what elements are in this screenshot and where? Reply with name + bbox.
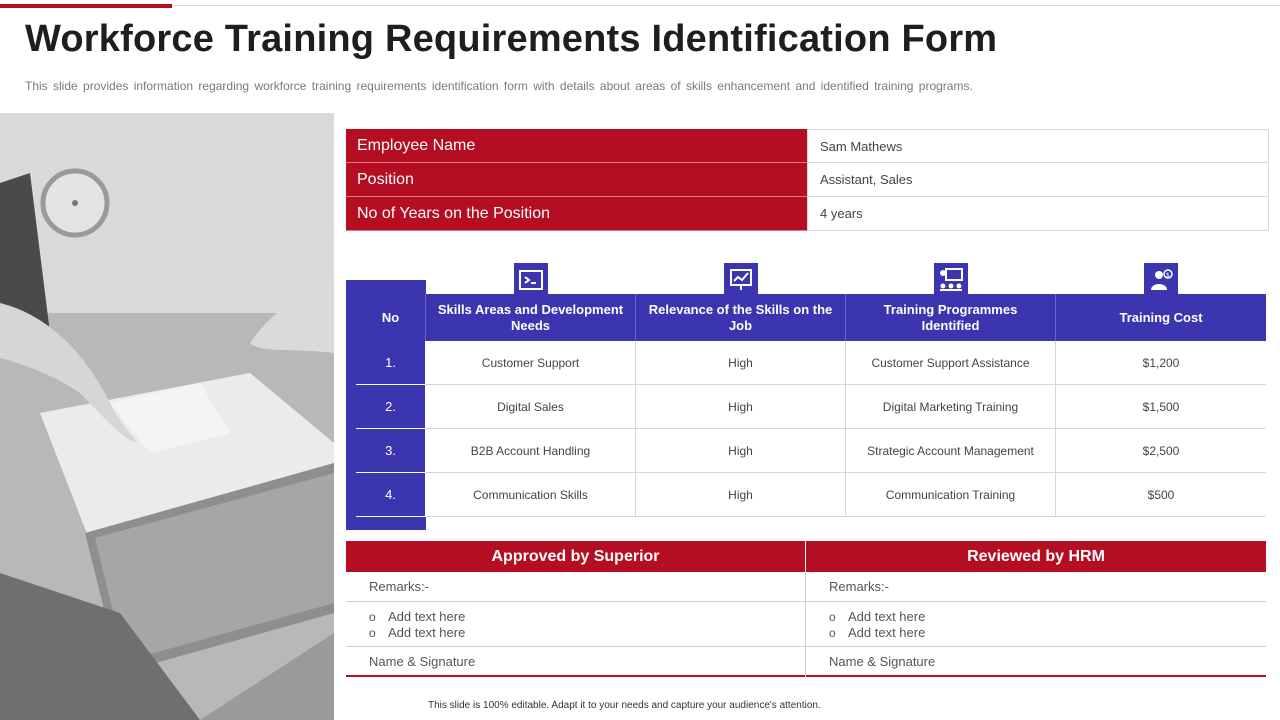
list-item[interactable] (369, 609, 805, 625)
superior-remarks[interactable]: Remarks:- (346, 572, 805, 602)
page-subtitle: This slide provides information regarding workforce training requirements identification form with details about areas of skills enhancement and identified training programs. (25, 79, 973, 93)
bullet-circle-icon: o (829, 626, 836, 640)
relevance: High (636, 385, 846, 429)
bullet-circle-icon: o (829, 610, 836, 624)
relevance: High (636, 473, 846, 517)
hrm-column (806, 572, 1266, 677)
skills-table-header (356, 294, 1266, 341)
approval-columns (346, 572, 1266, 677)
footer-note: This slide is 100% editable. Adapt it to your needs and capture your audience's attention. (428, 700, 821, 711)
employee-name-value: Sam Mathews (807, 129, 1269, 163)
list-item[interactable] (829, 609, 1266, 625)
superior-signature[interactable]: Name & Signature (346, 647, 805, 677)
training-cost: $1,500 (1056, 385, 1266, 429)
row-number: 2. (356, 385, 426, 429)
hrm-bullets (806, 602, 1266, 647)
bullet-text: Add text here (388, 609, 466, 624)
skills-table (356, 294, 1266, 517)
relevance: High (636, 429, 846, 473)
approval-section (346, 541, 1266, 677)
years-label: No of Years on the Position (346, 197, 807, 231)
header-relevance: Relevance of the Skills on the Job (636, 294, 846, 341)
row-number: 4. (356, 473, 426, 517)
bullet-circle-icon: o (369, 610, 376, 624)
training-programme: Customer Support Assistance (846, 341, 1056, 385)
table-row (356, 473, 1266, 517)
employee-name-label: Employee Name (346, 129, 807, 163)
office-photo (0, 113, 334, 720)
page-title: Workforce Training Requirements Identification Form (25, 18, 998, 60)
skill-area: Digital Sales (426, 385, 636, 429)
row-number: 1. (356, 341, 426, 385)
bullet-text: Add text here (848, 609, 926, 624)
header-training-programmes: Training Programmes Identified (846, 294, 1056, 341)
approval-header (346, 541, 1266, 572)
training-programme: Digital Marketing Training (846, 385, 1056, 429)
list-item[interactable] (369, 625, 805, 641)
relevance: High (636, 341, 846, 385)
employee-info-row (346, 197, 1269, 231)
skill-area: Communication Skills (426, 473, 636, 517)
years-value: 4 years (807, 197, 1269, 231)
training-cost: $1,200 (1056, 341, 1266, 385)
training-programme: Communication Training (846, 473, 1056, 517)
table-row (356, 385, 1266, 429)
list-item[interactable] (829, 625, 1266, 641)
table-row (356, 341, 1266, 385)
hrm-remarks[interactable]: Remarks:- (806, 572, 1266, 602)
reviewed-by-hrm-heading: Reviewed by HRM (806, 541, 1266, 572)
approved-by-superior-heading: Approved by Superior (346, 541, 806, 572)
top-divider-line (0, 5, 1280, 6)
employee-info-table (346, 129, 1269, 231)
training-cost: $2,500 (1056, 429, 1266, 473)
header-skills-areas: Skills Areas and Development Needs (426, 294, 636, 341)
table-row (356, 429, 1266, 473)
top-accent-bar (0, 4, 172, 8)
training-cost: $500 (1056, 473, 1266, 517)
position-value: Assistant, Sales (807, 163, 1269, 197)
svg-text:$: $ (1166, 272, 1170, 279)
bullet-text: Add text here (388, 625, 466, 640)
training-programme: Strategic Account Management (846, 429, 1056, 473)
skill-area: Customer Support (426, 341, 636, 385)
position-label: Position (346, 163, 807, 197)
employee-info-row (346, 163, 1269, 197)
header-no: No (356, 294, 426, 341)
superior-bullets (346, 602, 805, 647)
header-training-cost: Training Cost (1119, 309, 1203, 325)
bullet-circle-icon: o (369, 626, 376, 640)
row-number: 3. (356, 429, 426, 473)
bullet-text: Add text here (848, 625, 926, 640)
superior-column (346, 572, 806, 677)
hrm-signature[interactable]: Name & Signature (806, 647, 1266, 677)
employee-info-row (346, 129, 1269, 163)
skill-area: B2B Account Handling (426, 429, 636, 473)
